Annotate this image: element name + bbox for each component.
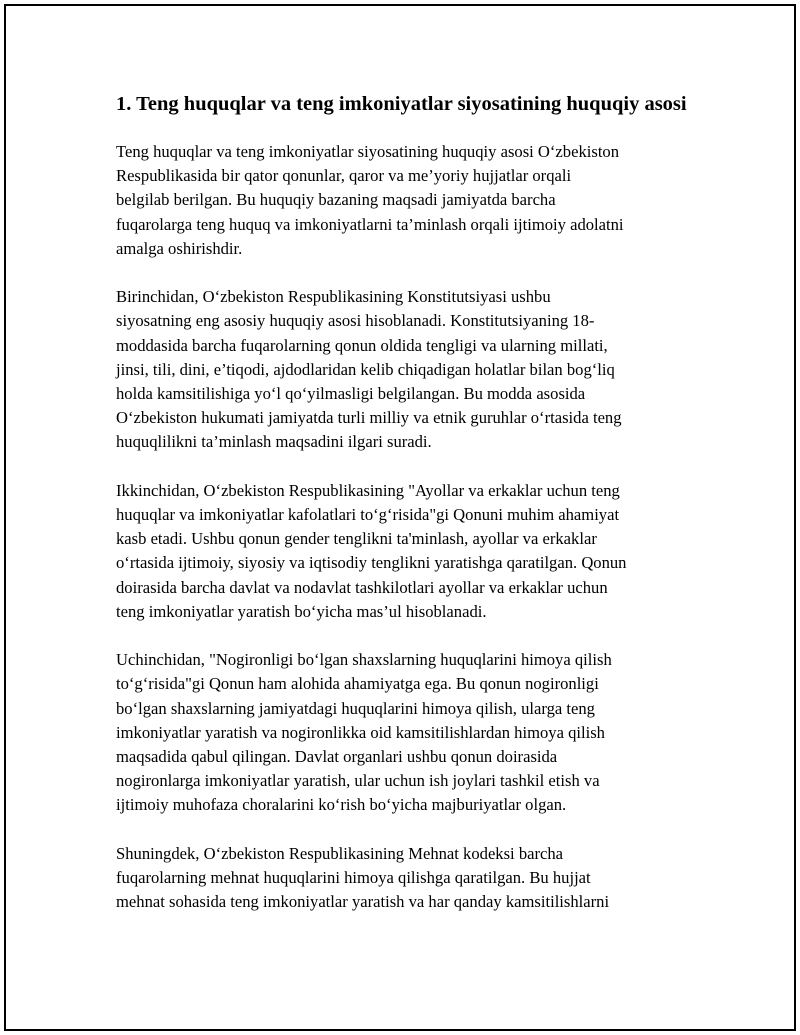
paragraph-labor-code: Shuningdek, O‘zbekiston Respublikasining Mehnat kodeksi barcha fuqarolarning mehnat huquqlarini himoya qilishga qaratilgan. Bu hujjat mehnat sohasida teng imkoniyatlar yaratish va har qanday kamsitilishlarni xyxy=(116,843,610,912)
paragraph-gender-law: Ikkinchidan, O‘zbekiston Respublikasining "Ayollar va erkaklar uchun teng huquqlar va imkoniyatlar kafolatlari to‘g‘risida"gi Qonuni muhim ahamiyat kasb etadi. Ushbu qonun gender tenglikni ta'minlash, ayollar va erkaklar o‘rtasida ijtimoiy, siyosiy va iqtisodiy tenglikni yaratishga qaratilgan. Qonun doirasida barcha davlat va nodavlat tashkilotlari ayollar va erkaklar uchun teng imkoniyatlar yaratish bo‘yicha mas’ul hisoblanadi. xyxy=(116,480,627,621)
document-body xyxy=(114,91,688,939)
paragraph-constitution: Birinchidan, O‘zbekiston Respublikasining Konstitutsiyasi ushbu siyosatning eng asosiy huquqiy asosi hisoblanadi. Konstitutsiyaning 18- moddasida barcha fuqarolarning qonun oldida tengligi va ularning millati, jinsi, tili, dini, e’tiqodi, ajdodlaridan kelib chiqadigan holatlar bilan bog‘liq holda kamsitilishiga yo‘l qo‘yilmasligi belgilangan. Bu modda asosida O‘zbekiston hukumati jamiyatda turli milliy va etnik guruhlar o‘rtasida teng huquqlilikni ta’minlash maqsadini ilgari suradi. xyxy=(116,287,622,452)
paragraph-intro: Teng huquqlar va teng imkoniyatlar siyosatining huquqiy asosi O‘zbekiston Respublikasida bir qator qonunlar, qaror va me’yoriy hujjatlar orqali belgilab berilgan. Bu huquqiy bazaning maqsadi jamiyatda barcha fuqarolarga teng huquq va imkoniyatlarni ta’minlash orqali ijtimoiy adolatni amalga oshirishdir. xyxy=(116,142,624,258)
section-heading: 1. Teng huquqlar va teng imkoniyatlar siyosatining huquqiy asosi xyxy=(116,93,687,115)
paragraph-disability-law: Uchinchidan, "Nogironligi bo‘lgan shaxslarning huquqlarini himoya qilish to‘g‘risida"gi Qonun ham alohida ahamiyatga ega. Bu qonun nogironligi bo‘lgan shaxslarning jamiyatdagi huquqlarini himoya qilish, ularga teng imkoniyatlar yaratish va nogironlikka oid kamsitilishlardan himoya qilish maqsadida qabul qilingan. Davlat organlari ushbu qonun doirasida nogironlarga imkoniyatlar yaratish, ular uchun ish joylari tashkil etish va ijtimoiy muhofaza choralarini ko‘rish bo‘yicha majburiyatlar olgan. xyxy=(116,650,612,815)
